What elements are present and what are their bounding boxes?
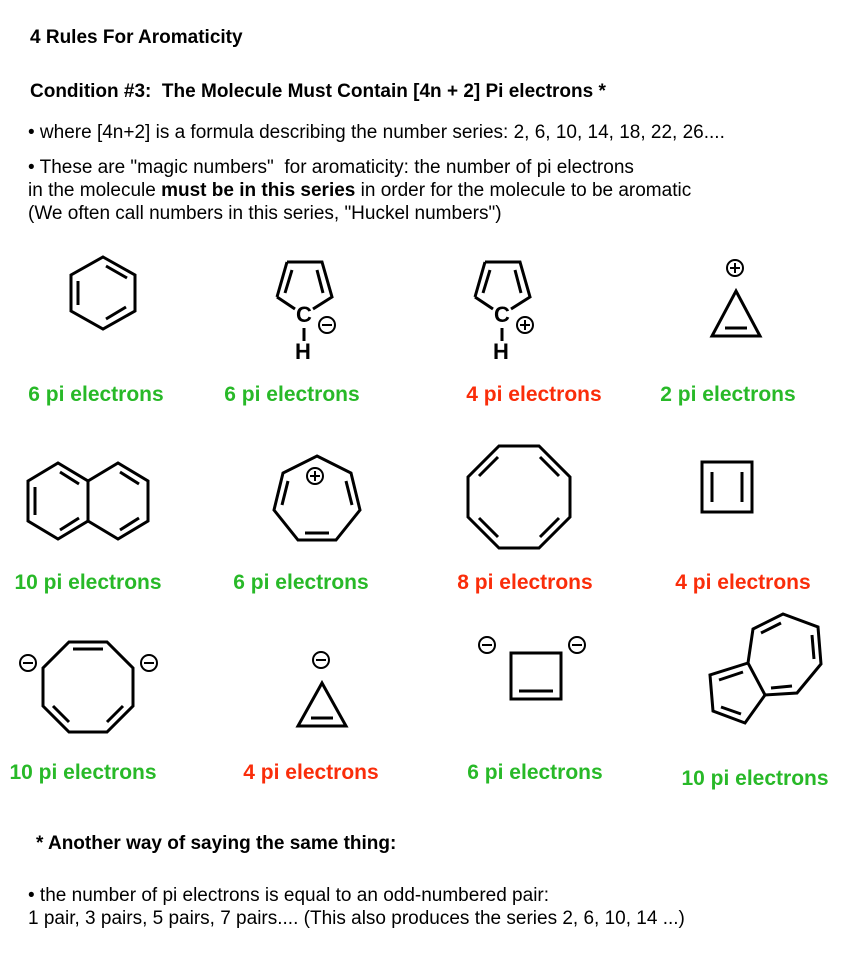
naphthalene-structure (25, 460, 153, 542)
label-azulene: 10 pi electrons (681, 767, 829, 790)
molecule-cyclopentadienyl-anion (258, 248, 350, 362)
cyclobutadiene-structure (700, 460, 754, 514)
minus-charge-icon (20, 655, 36, 671)
page-title: 4 Rules For Aromaticity (30, 27, 243, 48)
minus-charge-icon (569, 637, 585, 653)
label-cyclooctatetraene-dianion: 10 pi electrons (9, 761, 157, 784)
label-cyclobutadiene: 4 pi electrons (675, 571, 811, 594)
molecule-cyclobutadiene (700, 460, 754, 514)
bullet-line2-post: in order for the molecule to be aromatic (355, 180, 692, 201)
hydrogen-atom-label: H (493, 339, 509, 364)
cyclopentadienyl-anion-structure (258, 248, 350, 362)
molecule-naphthalene (25, 460, 153, 542)
molecule-cyclopentadienyl-cation (456, 248, 548, 362)
footnote-heading: * Another way of saying the same thing: (36, 833, 397, 854)
bullet-line3: (We often call numbers in this series, "Huckel numbers") (28, 203, 502, 224)
tropylium-cation-structure (272, 450, 362, 545)
carbon-atom-label: C (296, 302, 312, 327)
label-cyclooctatetraene: 8 pi electrons (457, 571, 593, 594)
bullet-magic-numbers (28, 156, 838, 225)
hydrogen-atom-label: H (295, 339, 311, 364)
benzene-structure (68, 254, 138, 334)
bullet-line2-bold: must be in this series (161, 180, 356, 201)
molecule-tropylium-cation (272, 450, 362, 545)
footnote-line2: 1 pair, 3 pairs, 5 pairs, 7 pairs.... (This also produces the series 2, 6, 10, 14 ...) (28, 908, 685, 929)
molecule-cyclopropenyl-cation (706, 258, 766, 343)
carbon-atom-label: C (494, 302, 510, 327)
azulene-structure (700, 602, 860, 727)
molecule-cyclooctatetraene-dianion (18, 638, 160, 738)
label-cyclopropenyl-anion: 4 pi electrons (243, 761, 379, 784)
cyclopropenyl-anion-structure (292, 650, 352, 740)
label-benzene: 6 pi electrons (28, 383, 164, 406)
label-tropylium-cation: 6 pi electrons (233, 571, 369, 594)
cyclooctatetraene-dianion-structure (18, 638, 160, 738)
label-cyclopropenyl-cation: 2 pi electrons (660, 383, 796, 406)
minus-charge-icon (319, 317, 335, 333)
molecule-cyclooctatetraene (466, 444, 572, 550)
molecule-cyclopropenyl-anion (292, 650, 352, 740)
bullet-line2-pre: in the molecule (28, 180, 162, 201)
label-naphthalene: 10 pi electrons (14, 571, 162, 594)
cyclopropenyl-cation-structure (706, 258, 766, 343)
plus-charge-icon (727, 260, 743, 276)
label-cyclopentadienyl-anion: 6 pi electrons (224, 383, 360, 406)
bullet-formula: • where [4n+2] is a formula describing the number series: 2, 6, 10, 14, 18, 22, 26.... (28, 122, 725, 143)
cyclobutadiene-dianion-structure (478, 636, 588, 708)
molecule-azulene (700, 602, 860, 727)
cyclopentadienyl-cation-structure (456, 248, 548, 362)
molecule-benzene (68, 254, 138, 334)
footnote-line1: • the number of pi electrons is equal to an odd-numbered pair: (28, 885, 550, 906)
minus-charge-icon (313, 652, 329, 668)
minus-charge-icon (141, 655, 157, 671)
label-cyclopentadienyl-cation: 4 pi electrons (466, 383, 602, 406)
molecule-cyclobutadiene-dianion (478, 636, 588, 708)
footnote-body (28, 884, 838, 930)
cyclooctatetraene-structure (466, 444, 572, 550)
plus-charge-icon (307, 468, 323, 484)
label-cyclobutadiene-dianion: 6 pi electrons (467, 761, 603, 784)
bullet-line1: • These are "magic numbers" for aromaticity: the number of pi electrons (28, 157, 634, 178)
plus-charge-icon (517, 317, 533, 333)
condition-heading: Condition #3: The Molecule Must Contain [4n + 2] Pi electrons * (30, 81, 606, 102)
minus-charge-icon (479, 637, 495, 653)
